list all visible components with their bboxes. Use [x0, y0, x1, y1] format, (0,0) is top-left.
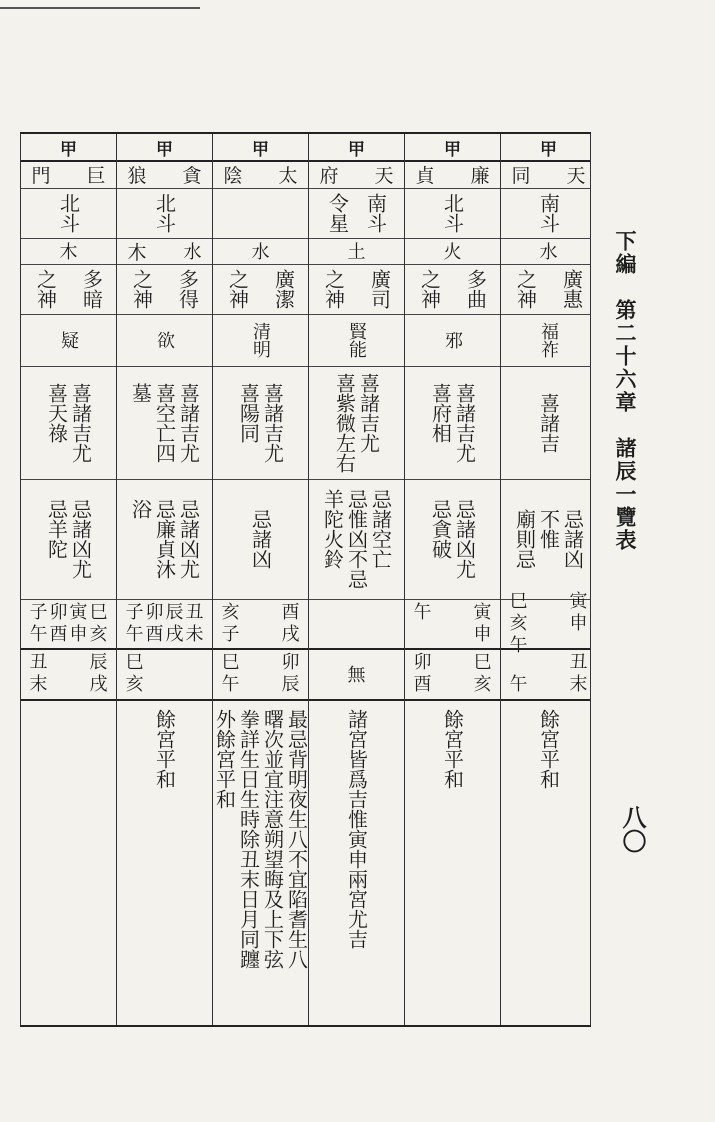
desc-right: 廣潔	[271, 269, 296, 309]
element-cell	[117, 238, 212, 264]
branch-char: 午	[509, 634, 528, 656]
element-group	[540, 238, 558, 264]
element-label: 木	[59, 242, 78, 263]
dipper-group	[57, 193, 81, 233]
branch-char: 卯	[49, 601, 68, 623]
branch-char: 辰	[281, 673, 300, 695]
branch-row	[30, 652, 108, 674]
bad-cell	[501, 648, 596, 699]
good-cell	[117, 599, 212, 648]
bad-text: 無	[347, 664, 366, 686]
branch-char: 辰	[165, 601, 184, 623]
desc-right: 多曲	[463, 269, 488, 309]
star-name-right: 貪	[182, 164, 202, 187]
dipper-label: 南斗	[363, 193, 388, 233]
desc-left: 之神	[513, 269, 538, 309]
desc-right: 廣司	[367, 269, 392, 309]
header-cell	[21, 134, 116, 160]
desc-right: 廣惠	[559, 269, 584, 309]
quality-cell	[117, 314, 212, 366]
star-name-right: 天	[566, 164, 586, 187]
branch-char: 戌	[165, 623, 184, 645]
header-label: 甲	[60, 139, 77, 160]
element-left: 木	[127, 241, 147, 264]
branch-char: 巳	[89, 601, 108, 623]
name-pair	[416, 161, 490, 188]
name-pair	[512, 161, 586, 188]
star-name-left: 同	[511, 164, 531, 187]
desc-group	[322, 269, 392, 309]
good-cell	[21, 599, 116, 648]
good-branches	[414, 602, 492, 646]
desc-cell	[309, 264, 404, 314]
name-cell	[21, 160, 116, 188]
branch-row	[510, 674, 588, 696]
quality-label: 邪	[442, 331, 463, 349]
branch-char: 亥	[221, 601, 240, 623]
good-branches	[510, 591, 588, 657]
branch-row	[510, 652, 588, 674]
good-cell	[309, 599, 404, 648]
good-cell	[501, 590, 596, 656]
quality-label: 疑	[58, 331, 79, 349]
element-label: 水	[539, 242, 558, 263]
element-cell	[309, 238, 404, 264]
likes-text: 喜諸吉尤 喜陽同	[236, 382, 285, 463]
branch-char: 寅	[69, 601, 88, 623]
element-group	[348, 238, 366, 264]
note-text: 諸宮皆爲吉惟寅申兩宮尤吉	[344, 709, 369, 949]
branch-char: 丑	[29, 651, 48, 673]
branch-row	[126, 624, 204, 646]
header-label: 甲	[444, 139, 461, 160]
name-cell	[117, 160, 212, 188]
star-column	[21, 134, 116, 1025]
branch-char: 巳	[473, 651, 492, 673]
element-cell	[501, 238, 596, 264]
dipper-cell	[117, 188, 212, 238]
dipper-label: 北斗	[56, 193, 81, 233]
quality-label: 清明	[250, 322, 271, 358]
stars-table	[20, 132, 591, 1027]
branch-char: 午	[221, 673, 240, 695]
dipper-cell	[309, 188, 404, 238]
branch-row	[414, 602, 492, 624]
avoid-text: 忌諸凶	[248, 509, 273, 569]
element-label: 水	[183, 241, 202, 263]
element-group	[128, 238, 202, 265]
branch-char: 亥	[89, 623, 108, 645]
branch-char: 申	[473, 623, 492, 645]
avoid-text: 忌諸凶尤 忌羊陀	[44, 499, 93, 579]
avoid-text: 忌諸凶尤 忌貪破	[428, 499, 477, 579]
element-label: 火	[443, 242, 462, 263]
desc-left: 之神	[129, 269, 154, 309]
star-column	[308, 134, 404, 1025]
star-column	[500, 134, 596, 1025]
branch-row	[414, 624, 492, 646]
branch-char: 子	[221, 623, 240, 645]
desc-cell	[405, 264, 500, 314]
branch-row	[222, 602, 300, 624]
avoid-cell	[213, 479, 308, 599]
branch-row	[222, 624, 300, 646]
name-pair	[32, 161, 106, 188]
branch-char: 寅	[473, 601, 492, 623]
dipper-cell	[213, 188, 308, 238]
branch-char: 申	[69, 623, 88, 645]
dipper-label: 北斗	[152, 193, 177, 233]
dipper-group	[326, 193, 388, 233]
header-label: 甲	[540, 139, 557, 160]
branch-char: 亥	[473, 673, 492, 695]
star-name-left: 門	[31, 164, 51, 187]
bad-branches	[414, 652, 492, 696]
quality-cell	[21, 314, 116, 366]
note-text: 最忌背明夜生八不宜陷耆生八 曙次並宜注意朔望晦及上下弦 拳詳生日生時除丑末日月同躔 外餘宮平和	[212, 709, 309, 969]
branch-char: 酉	[413, 673, 432, 695]
bad-cell	[21, 648, 116, 699]
likes-text: 喜諸吉	[536, 392, 561, 453]
header-cell	[309, 134, 404, 160]
element-label: 水	[251, 242, 270, 263]
note-cell	[213, 699, 308, 1037]
desc-left: 之神	[33, 269, 58, 309]
quality-cell	[501, 314, 596, 366]
star-name-left: 狼	[127, 164, 147, 187]
good-cell	[213, 599, 308, 648]
desc-cell	[117, 264, 212, 314]
branch-char: 卯	[413, 651, 432, 673]
likes-cell	[21, 366, 116, 479]
header-cell	[501, 134, 596, 160]
page-number: 八〇	[618, 805, 647, 853]
desc-group	[514, 269, 584, 309]
bad-cell	[117, 648, 212, 699]
note-cell	[309, 699, 404, 1037]
branch-row	[126, 602, 204, 624]
branch-char: 午	[413, 601, 432, 623]
desc-cell	[21, 264, 116, 314]
name-cell	[213, 160, 308, 188]
branch-char: 寅	[569, 590, 588, 612]
desc-group	[226, 269, 296, 309]
star-column	[116, 134, 212, 1025]
branch-char: 午	[29, 623, 48, 645]
element-cell	[21, 238, 116, 264]
element-cell	[405, 238, 500, 264]
branch-char: 酉	[145, 623, 164, 645]
quality-cell	[309, 314, 404, 366]
good-cell	[405, 599, 500, 648]
name-pair	[320, 161, 394, 188]
branch-char: 末	[29, 673, 48, 695]
likes-text: 喜諸吉尤 喜府相	[428, 382, 477, 463]
bad-branches	[222, 652, 300, 696]
branch-char: 辰	[89, 651, 108, 673]
dipper-group	[153, 193, 177, 233]
header-label: 甲	[348, 139, 365, 160]
quality-label: 欲	[154, 331, 175, 349]
likes-cell	[405, 366, 500, 479]
star-name-left: 府	[319, 164, 339, 187]
likes-cell	[117, 366, 212, 479]
branch-char: 酉	[281, 601, 300, 623]
element-group	[444, 238, 462, 264]
bad-branches	[510, 652, 588, 696]
bad-branches	[30, 652, 108, 696]
branch-row	[510, 613, 588, 635]
quality-cell	[213, 314, 308, 366]
dipper-cell	[21, 188, 116, 238]
bad-cell	[405, 648, 500, 699]
element-cell	[213, 238, 308, 264]
likes-cell	[501, 366, 596, 479]
name-pair	[224, 161, 298, 188]
quality-label: 賢能	[346, 322, 367, 358]
good-branches	[222, 602, 300, 646]
branch-char: 戌	[281, 623, 300, 645]
desc-cell	[501, 264, 596, 314]
avoid-cell	[405, 479, 500, 599]
branch-char: 巳	[125, 651, 144, 673]
likes-text: 喜諸吉尤 喜紫微左右	[332, 372, 381, 473]
desc-left: 之神	[225, 269, 250, 309]
quality-cell	[405, 314, 500, 366]
branch-char: 亥	[125, 673, 144, 695]
good-branches	[126, 602, 204, 646]
star-name-right: 廉	[470, 164, 490, 187]
good-branches	[30, 602, 108, 646]
branch-row	[222, 652, 300, 674]
star-name-right: 太	[278, 164, 298, 187]
element-label: 土	[347, 242, 366, 263]
note-text: 餘宮平和	[152, 709, 177, 789]
branch-row	[510, 591, 588, 613]
dipper-left: 令星	[325, 193, 350, 233]
bad-branches	[126, 652, 204, 696]
desc-left: 之神	[417, 269, 442, 309]
header-cell	[117, 134, 212, 160]
branch-row	[30, 602, 108, 624]
dipper-cell	[501, 188, 596, 238]
branch-char: 末	[569, 673, 588, 695]
note-cell	[21, 699, 116, 1037]
likes-text: 喜諸吉尤 喜天祿	[44, 382, 93, 463]
avoid-cell	[117, 479, 212, 599]
avoid-cell	[501, 479, 596, 599]
header-cell	[213, 134, 308, 160]
top-rule	[0, 7, 200, 9]
note-cell	[501, 699, 596, 1037]
branch-char: 丑	[185, 601, 204, 623]
branch-char: 午	[509, 673, 528, 695]
desc-left: 之神	[321, 269, 346, 309]
branch-row	[30, 624, 108, 646]
branch-char: 子	[29, 601, 48, 623]
star-name-left: 陰	[223, 164, 243, 187]
header-cell	[405, 134, 500, 160]
branch-row	[414, 652, 492, 674]
branch-char: 申	[569, 612, 588, 634]
branch-row	[30, 674, 108, 696]
likes-cell	[213, 366, 308, 479]
avoid-cell	[21, 479, 116, 599]
branch-char: 戌	[89, 673, 108, 695]
desc-right: 多暗	[79, 269, 104, 309]
name-cell	[501, 160, 596, 188]
branch-char: 卯	[281, 651, 300, 673]
note-cell	[405, 699, 500, 1037]
note-cell	[117, 699, 212, 1037]
bad-cell	[309, 648, 404, 699]
desc-group	[130, 269, 200, 309]
header-label: 甲	[252, 139, 269, 160]
desc-cell	[213, 264, 308, 314]
branch-char: 酉	[49, 623, 68, 645]
avoid-text: 忌諸凶尤 忌廉貞沐 浴	[128, 499, 201, 579]
dipper-label: 北斗	[440, 193, 465, 233]
name-pair	[128, 161, 202, 188]
note-text: 餘宮平和	[440, 709, 465, 789]
branch-char: 亥	[509, 612, 528, 634]
avoid-text: 忌諸凶 不惟 廟則忌	[512, 509, 585, 569]
desc-right: 多得	[175, 269, 200, 309]
element-group	[252, 238, 270, 264]
dipper-group	[441, 193, 465, 233]
dipper-cell	[405, 188, 500, 238]
branch-row	[414, 674, 492, 696]
branch-row	[126, 652, 204, 674]
star-column	[212, 134, 308, 1025]
branch-row	[126, 674, 204, 696]
likes-cell	[309, 366, 404, 479]
avoid-cell	[309, 479, 404, 599]
star-name-right: 巨	[86, 164, 106, 187]
star-column	[404, 134, 500, 1025]
desc-group	[418, 269, 488, 309]
header-label: 甲	[156, 139, 173, 160]
quality-label: 福祚	[538, 322, 559, 358]
branch-char: 未	[185, 623, 204, 645]
element-group	[60, 238, 78, 264]
name-cell	[405, 160, 500, 188]
star-name-right: 天	[374, 164, 394, 187]
dipper-label: 南斗	[536, 193, 561, 233]
side-title: 下編 第二十六章 諸辰一覽表	[613, 230, 638, 552]
branch-char: 午	[125, 623, 144, 645]
desc-group	[34, 269, 104, 309]
avoid-text: 忌諸空亡 忌惟凶不忌 羊陀火鈴	[320, 489, 393, 589]
bad-cell	[213, 648, 308, 699]
branch-char: 巳	[509, 590, 528, 612]
name-cell	[309, 160, 404, 188]
branch-char: 丑	[569, 651, 588, 673]
branch-char: 巳	[221, 651, 240, 673]
note-text: 餘宮平和	[536, 709, 561, 789]
branch-row	[222, 674, 300, 696]
dipper-group	[537, 193, 561, 233]
star-name-left: 貞	[415, 164, 435, 187]
branch-char: 卯	[145, 601, 164, 623]
branch-char: 子	[125, 601, 144, 623]
likes-text: 喜諸吉尤 喜空亡四 墓	[128, 382, 201, 463]
